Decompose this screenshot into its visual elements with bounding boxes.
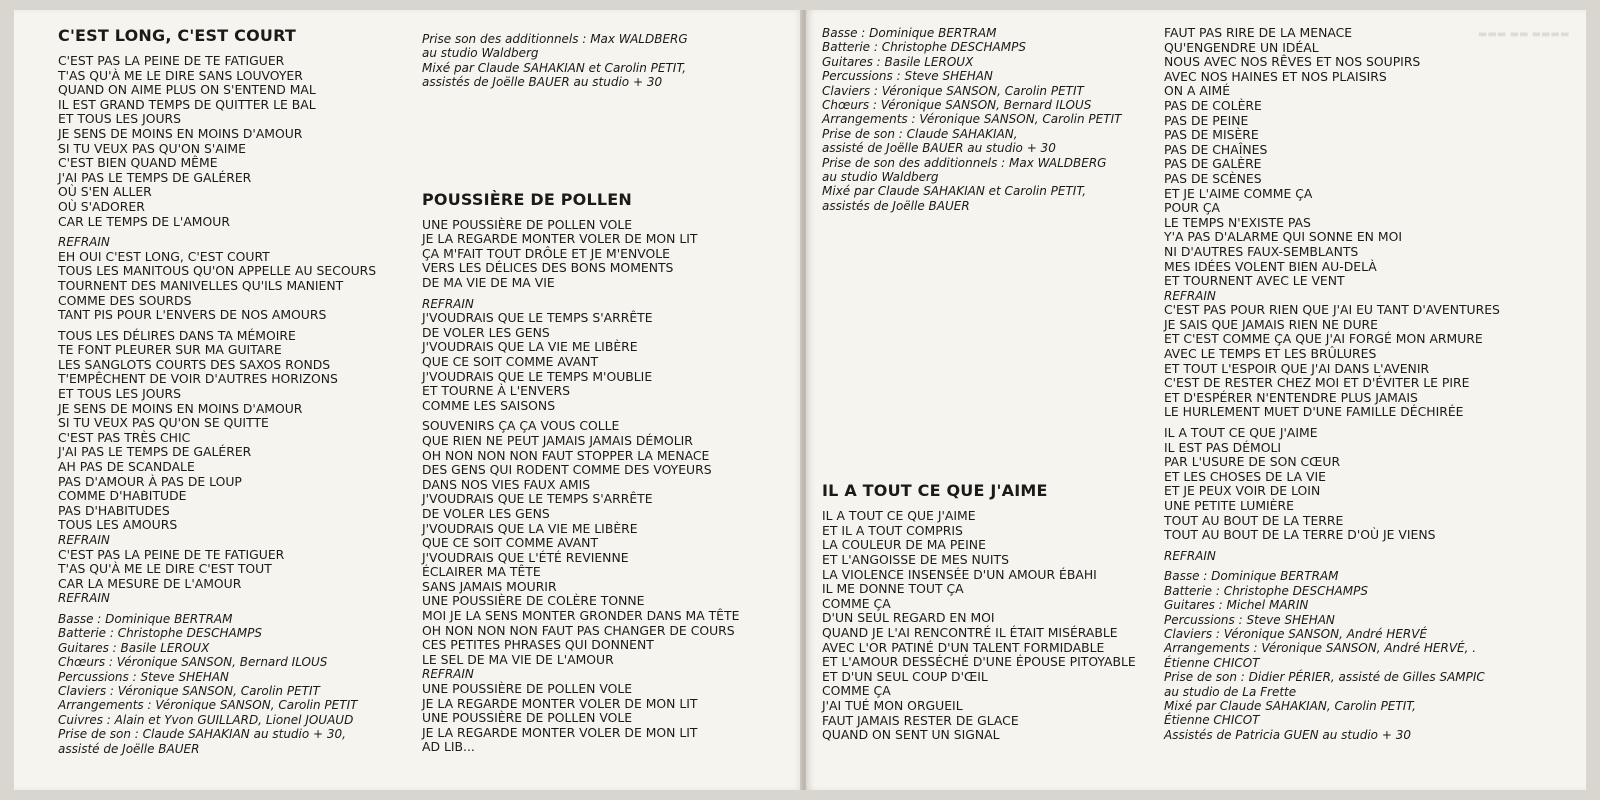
credit-line: Claviers : Véronique SANSON, Carolin PETIT: [58, 684, 320, 698]
booklet-right-page: [806, 10, 1586, 790]
lyric-line: PAR L'USURE DE SON CŒUR: [1164, 454, 1341, 470]
lyric-line: J'VOUDRAIS QUE LE TEMPS S'ARRÊTE: [422, 491, 653, 507]
lyric-line: ET L'AMOUR DESSÉCHÉ D'UNE ÉPOUSE PITOYABLE: [822, 654, 1136, 670]
credit-line: au studio Waldberg: [422, 46, 539, 61]
credit-line: Assistés de Patricia GUEN au studio + 30: [1164, 727, 1411, 742]
song3-verse2: [1164, 26, 1500, 289]
lyric-line: PAS DE MISÈRE: [1164, 127, 1259, 143]
lyric-line: QUE RIEN NE PEUT JAMAIS JAMAIS DÉMOLIR: [422, 432, 693, 448]
credit-line: Mixé par Claude SAHAKIAN, Carolin PETIT,: [1164, 699, 1416, 714]
lyric-line: C'EST PAS LA PEINE DE TE FATIGUER: [58, 546, 285, 562]
song3-credits: [1164, 569, 1500, 742]
lyric-line: TOURNENT DES MANIVELLES QU'ILS MANIENT: [58, 277, 344, 293]
lyric-line: POUR ÇA: [1164, 200, 1220, 216]
column-4: [1164, 26, 1500, 742]
refrain-label: REFRAIN: [1164, 548, 1216, 563]
credit-line: Arrangements : Véronique SANSON, Carolin PETIT: [822, 112, 1122, 127]
lyric-line: J'VOUDRAIS QUE LA VIE ME LIBÈRE: [422, 339, 638, 355]
lyric-line: PAS DE CHAÎNES: [1164, 141, 1268, 157]
lyric-line: Y'A PAS D'ALARME QUI SONNE EN MOI: [1164, 229, 1402, 245]
credit-line: Arrangements : Véronique SANSON, Carolin PETIT: [58, 698, 358, 713]
lyric-line: TOUS LES DÉLIRES DANS TA MÉMOIRE: [58, 327, 296, 343]
credit-line: Prise de son : Claude SAHAKIAN,: [822, 126, 1018, 141]
credit-line: Prise de son des additionnels : Max WALDBERG: [822, 155, 1107, 170]
credit-line: Percussions : Steve SHEHAN: [822, 69, 993, 84]
credit-line: Arrangements : Véronique SANSON, André HERVÉ, .: [1164, 641, 1477, 656]
lyric-line: J'VOUDRAIS QUE LE TEMPS S'ARRÊTE: [422, 310, 653, 326]
lyric-line: LE HURLEMENT MUET D'UNE FAMILLE DÉCHIRÉE: [1164, 404, 1464, 420]
lyric-line: TOUT AU BOUT DE LA TERRE D'OÙ JE VIENS: [1164, 527, 1436, 543]
lyric-line: QUAND ON SENT UN SIGNAL: [822, 727, 1000, 743]
lyric-line: OÙ S'ADORER: [58, 198, 145, 214]
lyric-line: ET L'ANGOISSE DE MES NUITS: [822, 552, 1009, 568]
refrain-label: REFRAIN: [422, 667, 474, 682]
lyric-line: UNE POUSSIÈRE DE COLÈRE TONNE: [422, 593, 645, 609]
lyric-line: UNE POUSSIÈRE DE POLLEN VOLE: [422, 710, 633, 726]
lyric-line: SANS JAMAIS MOURIR: [422, 578, 557, 594]
credit-line: Batterie : Christophe DESCHAMPS: [58, 626, 262, 641]
lyric-line: QUAND ON AIME PLUS ON S'ENTEND MAL: [58, 82, 316, 98]
credit-line: Cuivres : Alain et Yvon GUILLARD, Lionel JOUAUD: [58, 712, 354, 727]
lyric-line: T'AS QU'À ME LE DIRE C'EST TOUT: [58, 561, 272, 577]
lyric-line: J'AI TUÉ MON ORGUEIL: [822, 698, 963, 713]
credit-line: Mixé par Claude SAHAKIAN et Carolin PETIT,: [422, 60, 687, 75]
credit-line: assistés de Joëlle BAUER: [822, 198, 970, 213]
refrain-label: REFRAIN: [58, 591, 110, 606]
lyric-line: LA VIOLENCE INSENSÉE D'UN AMOUR ÉBAHI: [822, 566, 1097, 582]
song-title: POUSSIÈRE DE POLLEN: [422, 189, 632, 209]
credit-line: au studio Waldberg: [822, 170, 939, 185]
lyric-line: C'EST DE RESTER CHEZ MOI ET D'ÉVITER LE PIRE: [1164, 375, 1470, 391]
lyric-line: MES IDÉES VOLENT BIEN AU-DELÀ: [1164, 258, 1377, 274]
lyric-line: ÉCLAIRER MA TÊTE: [422, 564, 541, 580]
lyric-line: CAR LA MESURE DE L'AMOUR: [58, 575, 242, 591]
lyric-line: ET TOURNENT AVEC LE VENT: [1164, 273, 1345, 289]
lyric-line: AVEC L'OR PATINÉ D'UN TALENT FORMIDABLE: [822, 639, 1105, 655]
lyric-line: TANT PIS POUR L'ENVERS DE NOS AMOURS: [58, 307, 327, 323]
lyric-line: JE SENS DE MOINS EN MOINS D'AMOUR: [58, 125, 303, 141]
lyric-line: ET TOURNE À L'ENVERS: [422, 383, 570, 399]
lyric-line: LA COULEUR DE MA PEINE: [822, 537, 986, 553]
column-3: [822, 26, 1136, 743]
lyric-line: PAS D'HABITUDES: [58, 502, 170, 518]
refrain-label: REFRAIN: [58, 235, 110, 250]
credit-line: assistés de Joëlle BAUER au studio + 30: [422, 75, 663, 90]
credit-line: Guitares : Basile LEROUX: [822, 54, 974, 69]
credit-line: Chœurs : Véronique SANSON, Bernard ILOUS: [58, 655, 328, 670]
credit-line: Basse : Dominique BERTRAM: [822, 26, 997, 40]
lyric-line: T'AS QU'À ME LE DIRE SANS LOUVOYER: [58, 67, 303, 83]
credit-line: Claviers : Véronique SANSON, André HERVÉ: [1164, 627, 1428, 641]
lyric-line: SI TU VEUX PAS QU'ON S'AIME: [58, 140, 246, 156]
lyric-line: FAUT JAMAIS RESTER DE GLACE: [822, 712, 1019, 728]
lyric-line: UNE POUSSIÈRE DE POLLEN VOLE: [422, 216, 633, 232]
song1-credits: [58, 612, 376, 756]
song3-verse3: [1164, 426, 1500, 543]
credit-line: Mixé par Claude SAHAKIAN et Carolin PETIT,: [822, 184, 1087, 199]
lyric-line: IL A TOUT CE QUE J'AIME: [822, 508, 976, 524]
lyric-line: ET LES CHOSES DE LA VIE: [1164, 468, 1326, 484]
lyric-line: SI TU VEUX PAS QU'ON SE QUITTE: [58, 415, 269, 431]
lyric-line: DES GENS QUI RODENT COMME DES VOYEURS: [422, 462, 712, 478]
lyric-line: OH NON NON NON FAUT PAS CHANGER DE COURS: [422, 622, 735, 638]
refrain-label: REFRAIN: [1164, 288, 1216, 303]
lyric-line: COMME ÇA: [822, 683, 891, 699]
lyric-line: C'EST PAS POUR RIEN QUE J'AI EU TANT D'AVENTURES: [1164, 302, 1500, 318]
lyric-line: J'AI PAS LE TEMPS DE GALÉRER: [58, 169, 252, 185]
lyric-line: T'EMPÊCHENT DE VOIR D'AUTRES HORIZONS: [58, 371, 338, 387]
lyric-line: JE LA REGARDE MONTER VOLER DE MON LIT: [422, 695, 698, 711]
lyric-line: TOUS LES MANITOUS QU'ON APPELLE AU SECOURS: [58, 263, 377, 279]
lyric-line: ET D'ESPÉRER N'ENTENDRE PLUS JAMAIS: [1164, 389, 1418, 405]
lyric-line: J'VOUDRAIS QUE LA VIE ME LIBÈRE: [422, 520, 638, 536]
song3-refrain: [1164, 303, 1500, 420]
song-title: C'EST LONG, C'EST COURT: [58, 26, 297, 45]
credit-line: Étienne CHICOT: [1164, 713, 1260, 728]
song3-verse1: [822, 509, 1136, 743]
lyric-line: IL EST PAS DÉMOLI: [1164, 439, 1282, 455]
credit-line: Prise de son : Claude SAHAKIAN au studio + 30,: [58, 727, 346, 742]
song2-verse1: [422, 218, 739, 291]
credit-line: assisté de Joëlle BAUER: [58, 741, 200, 756]
song2-verse3: [422, 682, 739, 755]
lyric-line: AD LIB...: [422, 739, 475, 755]
lyric-line: ON A AIMÉ: [1164, 83, 1231, 99]
lyric-line: JE SENS DE MOINS EN MOINS D'AMOUR: [58, 400, 303, 416]
lyric-line: ÇA M'FAIT TOUT DRÔLE ET JE M'ENVOLE: [422, 245, 670, 261]
lyric-line: LES SANGLOTS COURTS DES SAXOS RONDS: [58, 356, 331, 372]
lyric-line: NOUS AVEC NOS RÊVES ET NOS SOUPIRS: [1164, 54, 1421, 70]
lyric-line: J'VOUDRAIS QUE LE TEMPS M'OUBLIE: [422, 368, 653, 384]
lyric-line: OÙ S'EN ALLER: [58, 184, 152, 200]
lyric-line: QUE CE SOIT COMME AVANT: [422, 353, 599, 369]
song1-credits-continued: [422, 32, 739, 90]
lyric-line: PAS DE COLÈRE: [1164, 97, 1262, 113]
credit-line: Étienne CHICOT: [1164, 655, 1260, 670]
song1-refrain: [58, 250, 376, 323]
column-1: [58, 26, 376, 756]
lyric-line: MOI JE LA SENS MONTER GRONDER DANS MA TÊTE: [422, 608, 740, 624]
lyric-line: C'EST PAS TRÈS CHIC: [58, 429, 191, 445]
lyric-line: CAR LE TEMPS DE L'AMOUR: [58, 213, 230, 229]
lyric-line: TOUS LES AMOURS: [58, 517, 178, 533]
credit-line: Percussions : Steve SHEHAN: [58, 669, 229, 684]
lyric-line: PAS DE PEINE: [1164, 112, 1249, 128]
refrain-label: REFRAIN: [58, 533, 110, 547]
credit-line: Percussions : Steve SHEHAN: [1164, 612, 1335, 627]
song1-verse2: [58, 329, 376, 533]
lyric-line: ET TOUT L'ESPOIR QUE J'AI DANS L'AVENIR: [1164, 360, 1430, 376]
lyric-line: AH PAS DE SCANDALE: [58, 459, 195, 475]
lyric-line: TE FONT PLEURER SUR MA GUITARE: [58, 342, 282, 358]
lyric-line: C'EST BIEN QUAND MÊME: [58, 155, 218, 171]
refrain-label: REFRAIN: [422, 296, 474, 311]
lyric-line: PAS DE SCÈNES: [1164, 170, 1262, 186]
lyric-line: SOUVENIRS ÇA ÇA VOUS COLLE: [422, 418, 620, 434]
lyric-line: PAS D'AMOUR À PAS DE LOUP: [58, 473, 242, 489]
lyric-line: ET TOUS LES JOURS: [58, 111, 182, 127]
booklet-left-page: [14, 10, 804, 790]
credit-line: assisté de Joëlle BAUER au studio + 30: [822, 141, 1056, 156]
song2-verse2: [422, 419, 739, 667]
column-2: [422, 32, 739, 755]
lyric-line: ET C'EST COMME ÇA QUE J'AI FORGÉ MON ARMURE: [1164, 331, 1483, 347]
lyric-line: ET JE PEUX VOIR DE LOIN: [1164, 483, 1321, 499]
lyric-line: QUE CE SOIT COMME AVANT: [422, 535, 599, 551]
lyric-line: LE SEL DE MA VIE DE L'AMOUR: [422, 651, 614, 667]
lyric-line: DE VOLER LES GENS: [422, 505, 550, 521]
lyric-line: UNE PETITE LUMIÈRE: [1164, 498, 1294, 513]
lyric-line: D'UN SEUL REGARD EN MOI: [822, 610, 995, 626]
lyric-line: DE VOLER LES GENS: [422, 324, 550, 340]
lyric-line: QU'ENGENDRE UN IDÉAL: [1164, 39, 1319, 55]
lyric-line: COMME DES SOURDS: [58, 292, 192, 308]
lyric-line: LE TEMPS N'EXISTE PAS: [1164, 214, 1311, 230]
lyric-line: FAUT PAS RIRE DE LA MENACE: [1164, 25, 1353, 40]
lyric-line: ET JE L'AIME COMME ÇA: [1164, 185, 1313, 201]
lyric-line: J'AI PAS LE TEMPS DE GALÉRER: [58, 444, 252, 460]
lyric-line: AVEC NOS HAINES ET NOS PLAISIRS: [1164, 68, 1387, 84]
credit-line: au studio de La Frette: [1164, 684, 1297, 699]
lyric-line: DANS NOS VIES FAUX AMIS: [422, 476, 591, 492]
credit-line: Basse : Dominique BERTRAM: [58, 611, 233, 626]
song2-credits: [822, 26, 1136, 213]
lyric-line: AVEC LE TEMPS ET LES BRÛLURES: [1164, 346, 1377, 362]
song1-verse3: [58, 548, 376, 592]
lyric-line: ET TOUS LES JOURS: [58, 386, 182, 402]
lyric-line: ET D'UN SEUL COUP D'ŒIL: [822, 668, 988, 684]
lyric-line: DE MA VIE DE MA VIE: [422, 275, 555, 290]
lyric-line: C'EST PAS LA PEINE DE TE FATIGUER: [58, 53, 285, 68]
credit-line: Guitares : Basile LEROUX: [58, 640, 210, 655]
credit-line: Batterie : Christophe DESCHAMPS: [822, 40, 1026, 55]
lyric-line: IL EST GRAND TEMPS DE QUITTER LE BAL: [58, 96, 316, 112]
credit-line: Batterie : Christophe DESCHAMPS: [1164, 583, 1368, 598]
credit-line: Prise de son : Didier PÉRIER, assisté de Gilles SAMPIC: [1164, 670, 1485, 685]
lyric-line: NI D'AUTRES FAUX-SEMBLANTS: [1164, 243, 1359, 259]
lyric-line: IL A TOUT CE QUE J'AIME: [1164, 425, 1318, 441]
lyric-line: COMME ÇA: [822, 595, 891, 611]
lyric-line: COMME D'HABITUDE: [58, 488, 187, 504]
lyric-line: JE LA REGARDE MONTER VOLER DE MON LIT: [422, 231, 698, 247]
lyric-line: VERS LES DÉLICES DES BONS MOMENTS: [422, 260, 674, 276]
lyric-line: J'VOUDRAIS QUE L'ÉTÉ REVIENNE: [422, 549, 629, 565]
lyric-line: TOUT AU BOUT DE LA TERRE: [1164, 512, 1344, 528]
credit-line: Guitares : Michel MARIN: [1164, 598, 1309, 613]
lyric-line: QUAND JE L'AI RENCONTRÉ IL ÉTAIT MISÉRABLE: [822, 625, 1118, 641]
song1-verse1: [58, 54, 376, 229]
credit-line: Chœurs : Véronique SANSON, Bernard ILOUS: [822, 98, 1092, 113]
song-title: IL A TOUT CE QUE J'AIME: [822, 481, 1048, 501]
credit-line: Basse : Dominique BERTRAM: [1164, 569, 1339, 584]
lyric-line: COMME LES SAISONS: [422, 397, 556, 413]
lyric-line: JE SAIS QUE JAMAIS RIEN NE DURE: [1164, 316, 1378, 332]
lyric-line: UNE POUSSIÈRE DE POLLEN VOLE: [422, 681, 633, 697]
lyric-line: JE LA REGARDE MONTER VOLER DE MON LIT: [422, 724, 698, 740]
lyric-line: EH OUI C'EST LONG, C'EST COURT: [58, 248, 270, 264]
credit-line: Claviers : Véronique SANSON, Carolin PETIT: [822, 83, 1084, 98]
lyric-line: CES PETITES PHRASES QUI DONNENT: [422, 637, 654, 653]
lyric-line: ET IL A TOUT COMPRIS: [822, 522, 963, 538]
lyric-line: PAS DE GALÈRE: [1164, 156, 1262, 172]
lyric-line: OH NON NON NON FAUT STOPPER LA MENACE: [422, 447, 710, 463]
lyric-line: IL ME DONNE TOUT ÇA: [822, 581, 964, 597]
song2-refrain: [422, 311, 739, 413]
credit-line: Prise son des additionnels : Max WALDBERG: [422, 32, 688, 46]
show-through-text: ▬▬▬ ▬▬ ▬▬▬▬: [1478, 29, 1570, 40]
